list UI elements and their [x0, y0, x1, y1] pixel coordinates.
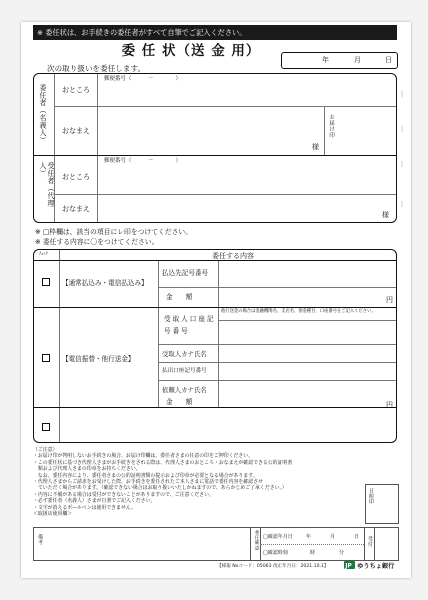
date-stamp-box[interactable]	[365, 484, 399, 524]
agent-section-label: 受任者（代理人）	[39, 162, 55, 207]
note-line: ・内容に不備がある場合は受付ができないことがありますので、ご注意ください。	[33, 491, 214, 498]
notes	[33, 447, 363, 517]
principal-address-label: おところ	[62, 86, 90, 94]
check-header: ﾁｪｯｸ	[39, 252, 48, 257]
agent-address-label: おところ	[62, 173, 90, 181]
party-section	[33, 73, 397, 223]
transfer-label: 【電信振替・他行送金】	[62, 355, 135, 363]
agent-name-suffix: 様	[382, 211, 389, 219]
content-header: 委任する内容	[212, 252, 254, 260]
normal-payment-label: 【通常払込み・電信払込み】	[62, 279, 148, 287]
date-field[interactable]	[281, 52, 398, 69]
form-page: ※ 委任状は、お手続きの委任者がすべて自筆でご記入ください。 委 任 状（送 金 用） 年 月 日 次の取り扱いを委任します。 委任者（名義人） おところ 郵便番号（ － ） おなまえ 様 お届け印 受任者（代理人） おところ 郵便番号（ － ） おなまえ 様 | | | | ※ □枠欄は、該当の項目にレ印をつけてください。 ※ 委任する内容に〇をつけてください。 ﾁｪｯｸ 委任する内容 【通常払込み・電信払込み】 払込先記号番号 金 額 円 【電信振替・他行送金】 他行送金の場合は金融機関名、支店名、預金種目、口座番号をご記入ください。 受取人口座記号番号 受取人カナ氏名 払出口座記号番号 依頼人カナ氏名 金 額 円 （ご注意） ・お届け印が判明しないお手続きの場合、お届け印欄は、委任者さまの任意の印をご押印ください。 ・この委任状に基づき代理人さまがお手続きをされる際は、代理人さまのおところ・おなまえが確認できる公的証明書 類および代理人さまの印章をお持ちください。 なお、委任内容により、委任者さまの公的証明書類の提示および印章が必要となる場合があります。 ・代理人さまからご請求をお受けした際、お手続きを委任されたご本人さまに電話で委任内容を確認させ ていただく場合があります。（確認できない場合はお取り扱いいたしかねますので、あらかじめご了承ください。） ・内容に不備がある場合は受付ができないことがありますので、ご注意ください。 ・必ず委任者（名義人）さまが自署でご記入ください。 ・文字が消えるボールペンは使用できません。 ＜取扱店使用欄＞ 日附印 備考 委任確認 □確認年月日 年 月 日 □確認時刻 時 分 受付 【様報 Noコード：05063 改正年月日：2021.10.1】 JP ゆうちょ銀行	[21, 22, 411, 578]
note-line: ・必ず委任者（名義人）さまが自署でご記入ください。	[33, 498, 156, 505]
instruction-circle: ※ 委任する内容に〇をつけてください。	[35, 238, 159, 246]
confirm-hour-label: 時	[310, 550, 316, 556]
normal-yen-label: 円	[386, 296, 393, 304]
agent-name-label: おなまえ	[62, 205, 90, 213]
principal-name-suffix: 様	[312, 143, 319, 151]
transfer-yen-label: 円	[386, 401, 393, 409]
note-line: 類および代理人さまの印章をお持ちください。	[33, 466, 141, 473]
bank-name: ゆうちょ銀行	[357, 563, 395, 570]
confirm-label: 委任確認	[254, 530, 259, 551]
note-line: ・この委任状に基づき代理人さまがお手続きをされる際は、代理人さまのおところ・おなまえが確認できる公的証明書	[33, 459, 293, 466]
seal-label: お届け印	[328, 114, 334, 138]
svg-text:JP: JP	[345, 562, 352, 569]
note-line: ・文字が消えるボールペンは使用できません。	[33, 504, 136, 511]
agent-name-field[interactable]	[98, 195, 395, 221]
form-title: 委 任 状（送 金 用）	[121, 43, 261, 59]
requester-kana-label: 依頼人カナ氏名	[162, 386, 207, 394]
confirm-year-label: 年	[306, 534, 312, 540]
recipient-account-label: 受取人口座記号番号	[164, 315, 216, 335]
principal-postal-label: 郵便番号（ － ）	[104, 76, 182, 82]
instruction-banner: ※ 委任状は、お手続きの委任者がすべて自筆でご記入ください。	[33, 25, 397, 40]
form-subtitle: 次の取り扱いを委任します。	[47, 64, 146, 73]
remarks-label: 備考	[37, 534, 43, 545]
confirm-month-label: 月	[330, 534, 336, 540]
other-checkbox[interactable]	[42, 423, 50, 431]
principal-section-label: 委任者（名義人）	[39, 84, 47, 144]
transfer-checkbox[interactable]	[42, 354, 50, 362]
recipient-account-field[interactable]	[219, 321, 395, 343]
payee-account-label: 払込先記号番号	[162, 269, 209, 277]
month-label: 月	[354, 56, 361, 64]
note-line: なお、委任内容により、委任者さまの公的証明書類の提示および印章が必要となる場合があります。	[33, 472, 258, 479]
form-code: 【様報 Noコード：05063 改正年月日：2021.10.1】	[217, 564, 329, 569]
payer-account-field[interactable]	[219, 363, 395, 379]
jp-bank-mark-icon	[344, 561, 355, 569]
transfer-amount-label: 金 額	[166, 398, 193, 406]
principal-name-field[interactable]	[98, 107, 323, 154]
confirm-time-label: □確認時刻	[263, 550, 288, 556]
agent-address-field[interactable]	[98, 166, 395, 193]
requester-kana-field[interactable]	[219, 381, 395, 397]
note-line: ていただく場合があります。（確認できない場合はお取り扱いいたしかねますので、あらかじめご了承ください。）	[33, 485, 287, 492]
payer-account-label: 払出口座記号番号	[162, 368, 207, 374]
confirm-day-label: 日	[354, 534, 360, 540]
normal-payment-checkbox[interactable]	[42, 278, 50, 286]
note-line: ・代理人さまからご請求をお受けした際、お手続きを委任されたご本人さまに電話で委任内容を確認させ	[33, 479, 263, 486]
recipient-kana-label: 受取人カナ氏名	[162, 350, 207, 358]
content-section	[33, 249, 397, 443]
agent-postal-label: 郵便番号（ － ）	[104, 158, 182, 164]
confirm-date-label: □確認年月日	[263, 534, 293, 540]
receipt-label: 受付	[367, 536, 373, 547]
instruction-checkbox: ※ □枠欄は、該当の項目にレ印をつけてください。	[35, 228, 193, 236]
transfer-note: 他行送金の場合は金融機関名、支店名、預金種目、口座番号をご記入ください。	[221, 309, 376, 314]
principal-name-label: おなまえ	[62, 127, 90, 135]
normal-amount-label: 金 額	[166, 293, 193, 301]
bank-logo	[344, 561, 394, 571]
note-line: （ご注意）	[33, 447, 58, 453]
principal-address-field[interactable]	[98, 84, 395, 105]
confirm-minute-label: 分	[339, 550, 345, 556]
recipient-kana-field[interactable]	[219, 345, 395, 361]
seal-field[interactable]	[334, 107, 395, 154]
date-stamp-label: 日附印	[368, 488, 374, 505]
other-content-field[interactable]	[60, 409, 395, 442]
year-label: 年	[322, 56, 329, 64]
office-use-row	[33, 527, 399, 561]
payee-account-field[interactable]	[219, 262, 395, 286]
note-line: ・お届け印が判明しないお手続きの場合、お届け印欄は、委任者さまの任意の印をご押印ください。	[33, 453, 254, 460]
note-line: ＜取扱店使用欄＞	[33, 511, 73, 518]
day-label: 日	[385, 56, 392, 64]
normal-amount-field[interactable]	[219, 289, 395, 306]
